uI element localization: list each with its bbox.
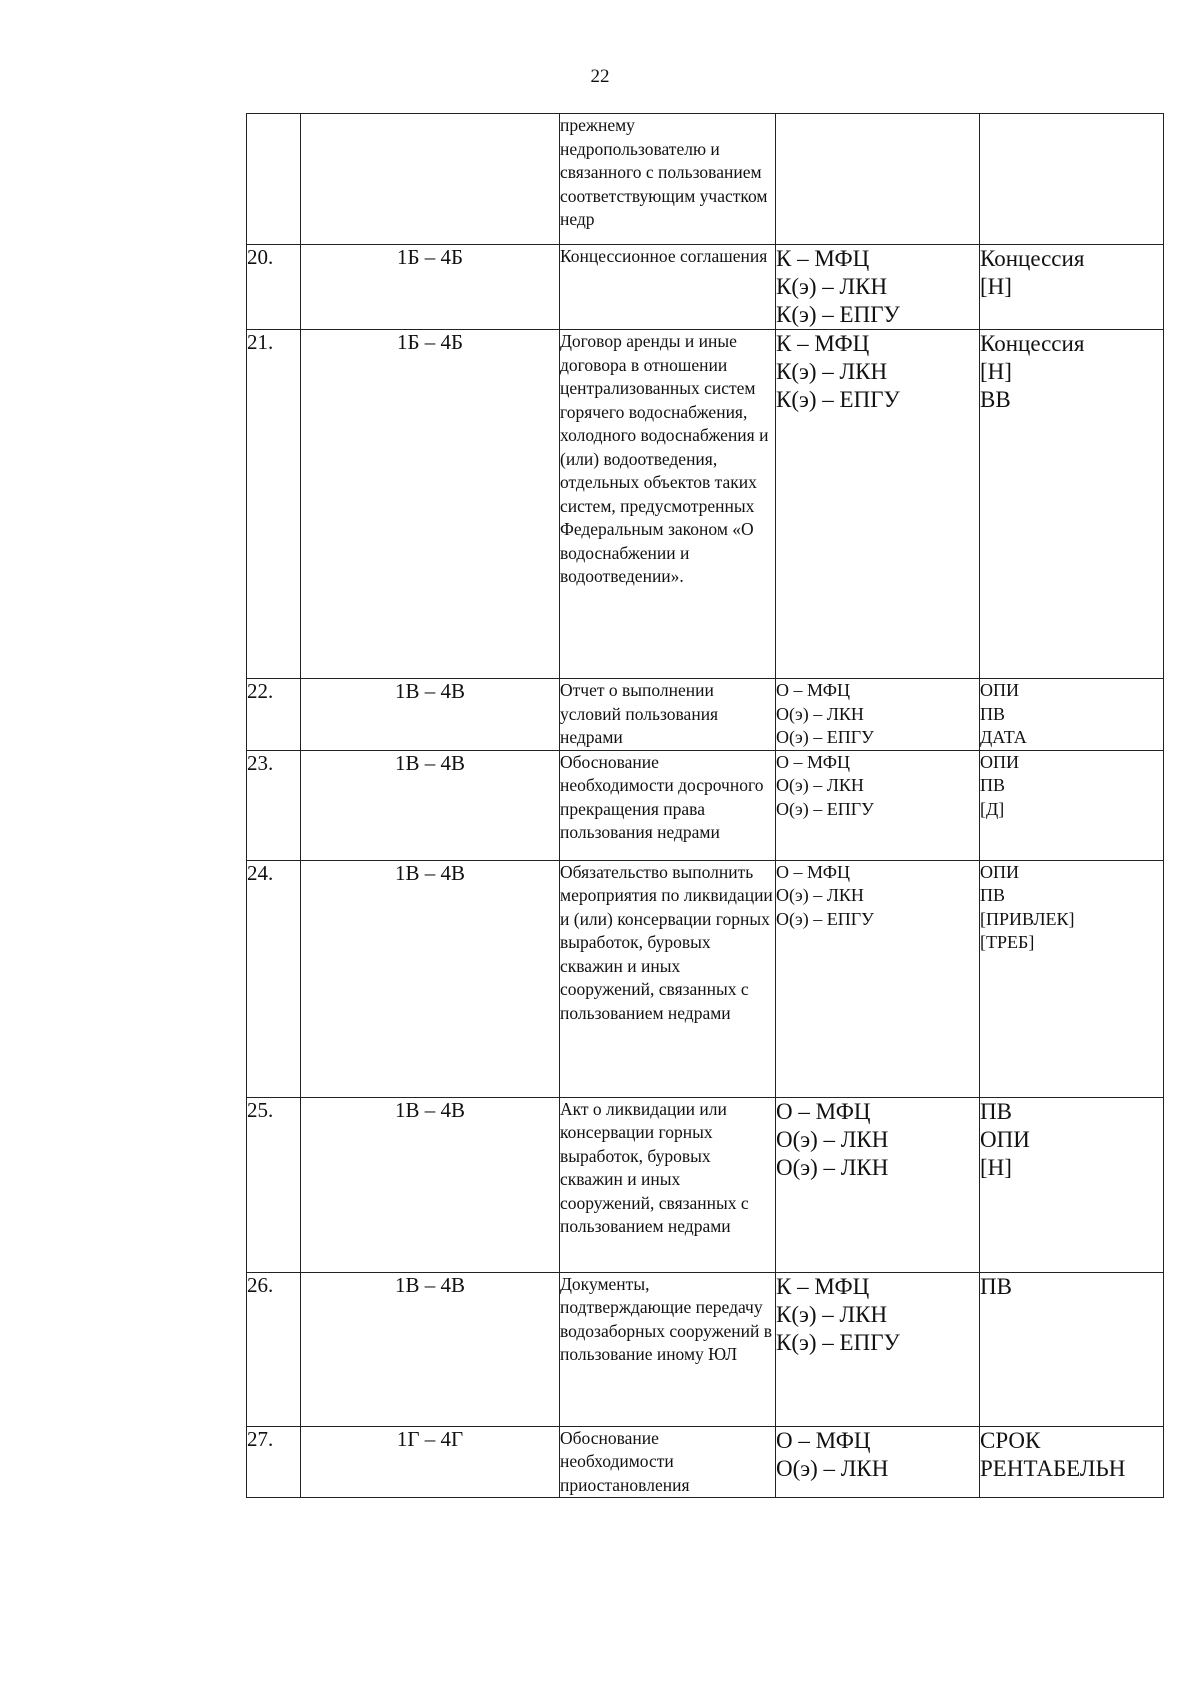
row-basis (980, 245, 1164, 330)
row-procedure (776, 1097, 980, 1272)
table-row (247, 860, 1164, 1097)
row-description: Договор аренды и иные договора в отношении централизованных систем горячего водоснабжения, холодного водоснабжения и (или) водоотведения, отдельных объектов таких систем, предусмотренных Федеральным законом «О водоснабжении и водоотведении». (560, 330, 776, 679)
row-number: 21. (247, 330, 301, 679)
basis-line: ОПИ (980, 1126, 1030, 1152)
row-procedure (776, 114, 980, 245)
row-code: 1Г – 4Г (301, 1426, 560, 1498)
basis-line: РЕНТАБЕЛЬН (980, 1455, 1126, 1481)
procedure-line: К(э) – ЕПГУ (776, 1329, 900, 1355)
procedure-line: О – МФЦ (776, 1427, 871, 1453)
table-row (247, 1272, 1164, 1426)
procedure-line: К – МФЦ (776, 1273, 870, 1299)
row-basis (980, 1426, 1164, 1498)
basis-line: Концессия (980, 246, 1085, 271)
row-basis (980, 750, 1164, 860)
procedure-line: О(э) – ЛКН (776, 1126, 889, 1152)
row-procedure (776, 1272, 980, 1426)
document-table (246, 113, 1164, 1498)
row-description: Обязательство выполнить мероприятия по ликвидации и (или) консервации горных выработок, буровых скважин и иных сооружений, связанных с пользованием недрами (560, 860, 776, 1097)
row-description: прежнему недропользователю и связанного с пользованием соответствующим участком недр (560, 114, 776, 245)
row-description: Концессионное соглашения (560, 245, 776, 330)
procedure-line: О – МФЦ (776, 680, 850, 700)
row-basis (980, 114, 1164, 245)
row-basis (980, 1272, 1164, 1426)
row-description: Акт о ликвидации или консервации горных выработок, буровых скважин и иных сооружений, связанных с пользованием недрами (560, 1097, 776, 1272)
procedure-line: К – МФЦ (776, 246, 870, 271)
row-procedure (776, 860, 980, 1097)
row-number: 20. (247, 245, 301, 330)
procedure-line: О(э) – ЛКН (776, 1455, 889, 1481)
table-row (247, 330, 1164, 679)
row-number: 24. (247, 860, 301, 1097)
procedure-line: О(э) – ЕПГУ (776, 908, 874, 929)
row-basis (980, 679, 1164, 751)
row-code: 1В – 4В (301, 1272, 560, 1426)
procedure-line: К(э) – ЛКН (776, 1301, 888, 1327)
procedure-line: О – МФЦ (776, 1098, 871, 1124)
row-procedure (776, 679, 980, 751)
table-row (247, 1097, 1164, 1272)
basis-line: ОПИ (980, 861, 1019, 882)
procedure-line: О – МФЦ (776, 861, 850, 882)
row-description: Обоснование необходимости приостановления (560, 1426, 776, 1498)
basis-line: [ПРИВЛЕК] (980, 908, 1075, 929)
row-number (247, 114, 301, 245)
row-basis (980, 860, 1164, 1097)
row-code (301, 114, 560, 245)
row-code: 1В – 4В (301, 750, 560, 860)
procedure-line: О(э) – ЛКН (776, 885, 864, 905)
row-basis (980, 1097, 1164, 1272)
table-row (247, 750, 1164, 860)
table-body (247, 114, 1164, 1498)
row-number: 26. (247, 1272, 301, 1426)
procedure-line: О(э) – ЛКН (776, 775, 864, 795)
basis-line: СРОК (980, 1427, 1041, 1453)
row-procedure (776, 1426, 980, 1498)
row-description: Обоснование необходимости досрочного прекращения права пользования недрами (560, 750, 776, 860)
basis-line: ОПИ (980, 680, 1019, 700)
row-procedure (776, 245, 980, 330)
table-row (247, 114, 1164, 245)
procedure-line: О(э) – ЕПГУ (776, 727, 874, 747)
procedure-line: К – МФЦ (776, 331, 870, 356)
row-basis (980, 330, 1164, 679)
basis-line: [Д] (980, 798, 1005, 819)
row-procedure (776, 750, 980, 860)
row-code: 1Б – 4Б (301, 245, 560, 330)
procedure-line: О – МФЦ (776, 751, 850, 772)
row-code: 1В – 4В (301, 1097, 560, 1272)
row-code: 1Б – 4Б (301, 330, 560, 679)
row-number: 23. (247, 750, 301, 860)
basis-line: ПВ (980, 703, 1006, 724)
procedure-line: К(э) – ЕПГУ (776, 387, 900, 412)
basis-line: ВВ (980, 387, 1011, 412)
basis-line: [Н] (980, 1154, 1012, 1180)
table-row (247, 1426, 1164, 1498)
basis-line: [Н] (980, 274, 1012, 299)
row-number: 22. (247, 679, 301, 751)
basis-line: [ТРЕБ] (980, 932, 1035, 952)
procedure-line: О(э) – ЕПГУ (776, 798, 874, 819)
table-row (247, 245, 1164, 330)
procedure-line: К(э) – ЕПГУ (776, 302, 900, 327)
basis-line: ПВ (980, 1098, 1012, 1124)
row-procedure (776, 330, 980, 679)
row-description: Отчет о выполнении условий пользования недрами (560, 679, 776, 751)
basis-line: ПВ (980, 775, 1006, 795)
page-number: 22 (590, 66, 610, 87)
basis-line: ДАТА (980, 727, 1027, 747)
basis-line: ПВ (980, 1273, 1012, 1299)
procedure-line: О(э) – ЛКН (776, 1154, 889, 1180)
table-row (247, 679, 1164, 751)
procedure-line: К(э) – ЛКН (776, 274, 888, 299)
procedure-line: К(э) – ЛКН (776, 359, 888, 384)
row-number: 25. (247, 1097, 301, 1272)
row-code: 1В – 4В (301, 679, 560, 751)
procedure-line: О(э) – ЛКН (776, 703, 864, 724)
basis-line: [Н] (980, 359, 1012, 384)
row-code: 1В – 4В (301, 860, 560, 1097)
row-number: 27. (247, 1426, 301, 1498)
row-description: Документы, подтверждающие передачу водозаборных сооружений в пользование иному ЮЛ (560, 1272, 776, 1426)
basis-line: ОПИ (980, 751, 1019, 772)
basis-line: ПВ (980, 885, 1006, 905)
basis-line: Концессия (980, 331, 1085, 356)
